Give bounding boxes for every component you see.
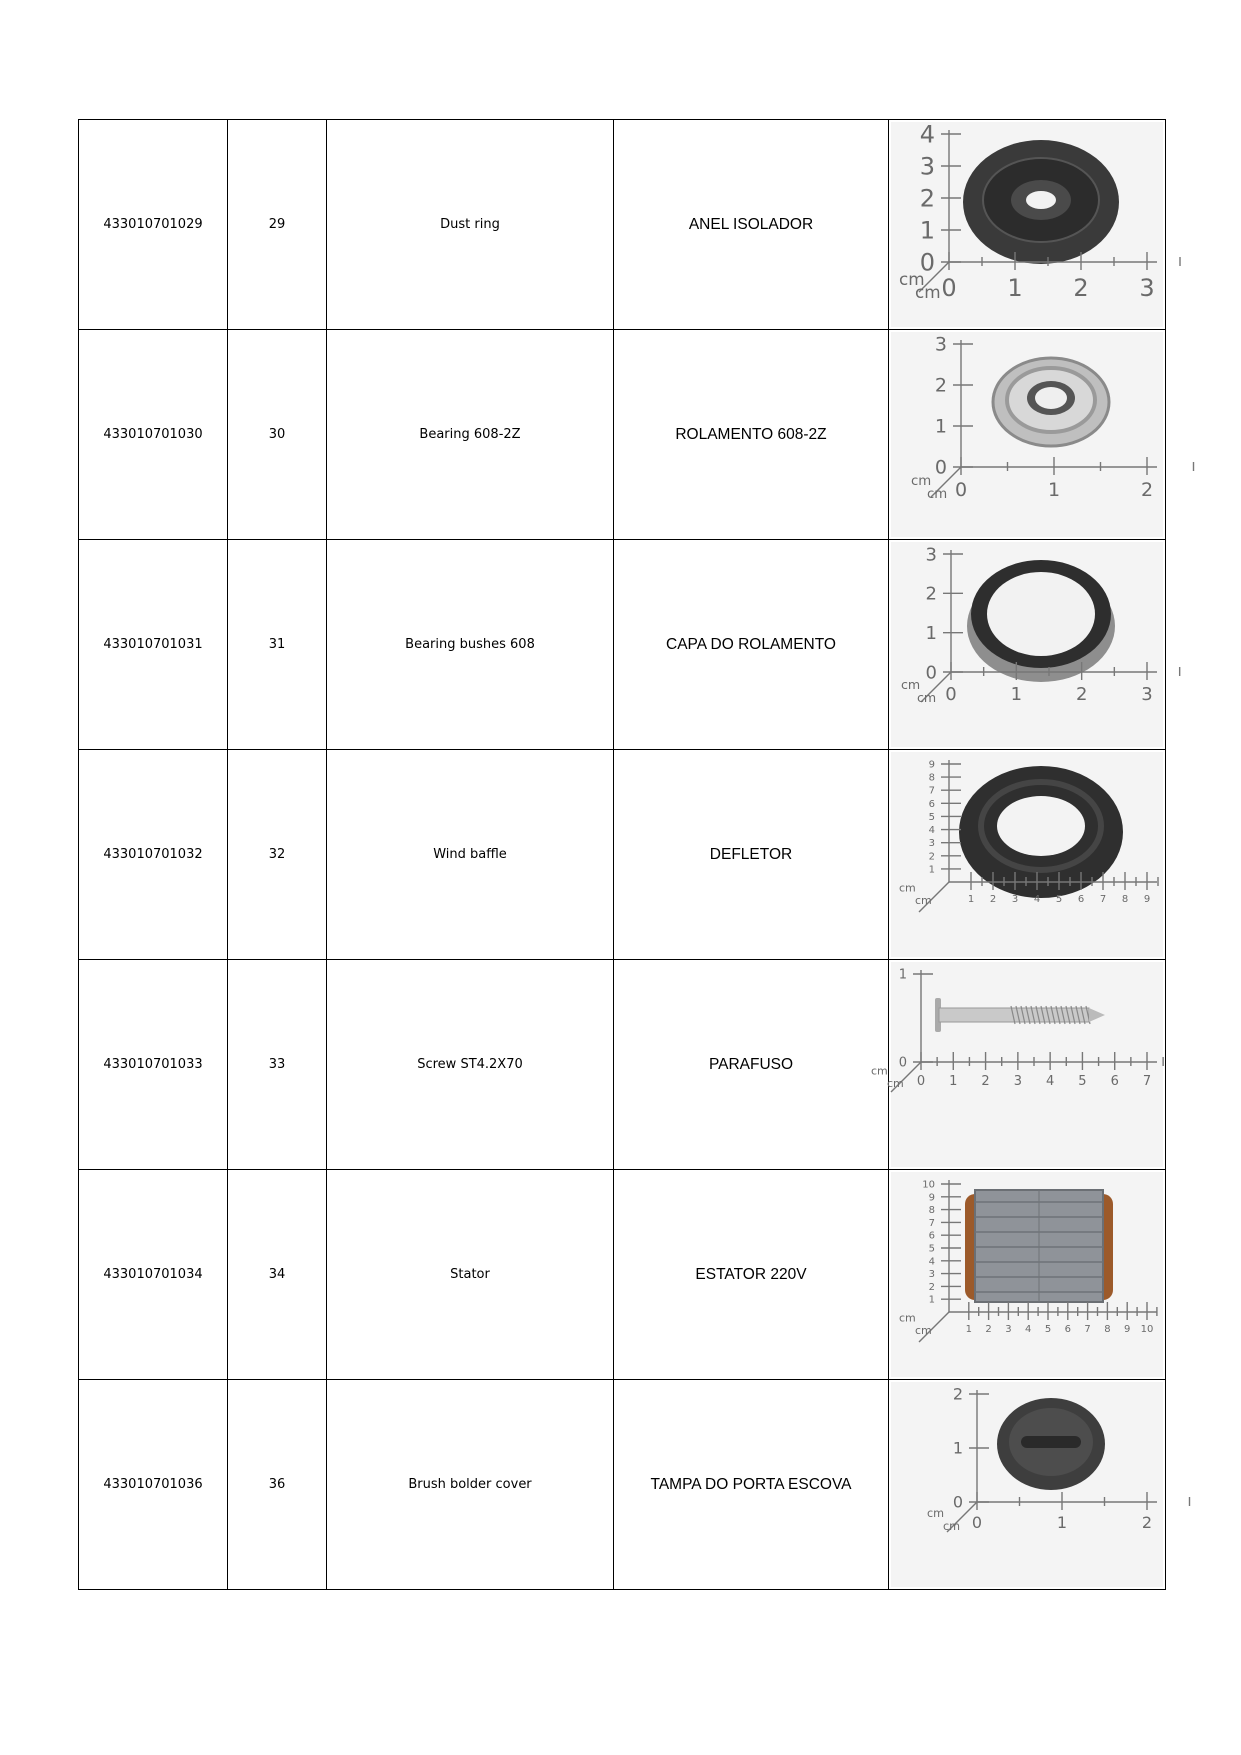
- ruler-tick-label: 2: [1141, 1513, 1153, 1532]
- ruler-tick-label: 1: [965, 1324, 972, 1335]
- stator-icon: [965, 1190, 1113, 1302]
- part-name-pt: ANEL ISOLADOR: [614, 120, 889, 330]
- ruler-tick-label: 1: [1007, 274, 1023, 302]
- ruler-tick-label: 0: [898, 1055, 907, 1071]
- ruler-tick-label: 2: [928, 851, 935, 863]
- ruler-tick-label: 2: [919, 184, 935, 213]
- ruler-tick-label: 1: [1056, 1513, 1068, 1532]
- ruler-tick-label: 3: [934, 333, 947, 356]
- part-position: 32: [228, 750, 327, 960]
- ruler-tick-label: 7: [1084, 1324, 1091, 1335]
- part-name-pt: TAMPA DO PORTA ESCOVA: [614, 1380, 889, 1590]
- ruler-tick-label: 3: [1013, 1074, 1022, 1089]
- ruler-tick-label: 0: [919, 248, 935, 277]
- part-code: 433010701034: [79, 1170, 228, 1380]
- ruler-tick-label: 4: [919, 120, 935, 149]
- ruler-tick-label: 8: [1104, 1324, 1111, 1335]
- part-name-pt: CAPA DO ROLAMENTO: [614, 540, 889, 750]
- ruler-tick-label: 6: [1077, 894, 1085, 905]
- part-position: 33: [228, 960, 327, 1170]
- part-name-en: Bearing bushes 608: [327, 540, 614, 750]
- ruler-unit-label: cm: [899, 268, 925, 289]
- part-name-en: Dust ring: [327, 120, 614, 330]
- ruler-tick-label: 0: [925, 662, 937, 684]
- ruler-tick-label: 7: [928, 785, 935, 797]
- ruler-tick-label: 2: [1073, 274, 1089, 302]
- bearing-bush-icon: [891, 542, 1163, 747]
- ruler-tick-label: 4: [1033, 894, 1041, 905]
- part-name-en: Wind baffle: [327, 750, 614, 960]
- ruler-tick-label: 5: [1078, 1074, 1087, 1089]
- bearing-bush-icon: [967, 560, 1115, 682]
- ruler-tick-label: 6: [1110, 1074, 1119, 1089]
- part-photo-cell: [889, 1380, 1166, 1590]
- bearing-icon: [993, 358, 1109, 446]
- ruler-tick-label: 2: [1075, 684, 1088, 705]
- part-name-en: Brush bolder cover: [327, 1380, 614, 1590]
- ruler-tick-label: 9: [1124, 1324, 1131, 1335]
- dust-ring-icon: [891, 122, 1163, 327]
- part-name-pt: PARAFUSO: [614, 960, 889, 1170]
- part-name-en: Bearing 608-2Z: [327, 330, 614, 540]
- ruler-unit-label: cm: [871, 1064, 888, 1078]
- ruler-tick-label: 3: [928, 838, 935, 850]
- part-name-en: Stator: [327, 1170, 614, 1380]
- screw-icon: [871, 962, 1163, 1167]
- ruler-unit-label: cm: [915, 1324, 932, 1337]
- ruler-tick-label: 1: [1047, 479, 1061, 501]
- ruler-tick-label: 1: [1010, 684, 1023, 705]
- part-code: 433010701033: [79, 960, 228, 1170]
- table-row: [79, 750, 1166, 960]
- part-position: 29: [228, 120, 327, 330]
- ruler-tick-label: 1: [949, 1074, 958, 1089]
- part-photo-cell: [889, 1170, 1166, 1380]
- ruler-tick-label: 2: [985, 1324, 992, 1335]
- brush-holder-cover-icon: [891, 1382, 1163, 1587]
- ruler-tick-label: 7: [1099, 894, 1107, 905]
- part-name-pt: ROLAMENTO 608-2Z: [614, 330, 889, 540]
- ruler-tick-label: 8: [928, 772, 935, 784]
- part-photo-cell: [889, 540, 1166, 750]
- parts-table-body: [79, 120, 1166, 1590]
- ruler-tick-label: 1: [925, 622, 937, 644]
- ruler-tick-label: 2: [1140, 479, 1154, 501]
- ruler-unit-label: cm: [899, 1311, 916, 1325]
- ruler-tick-label: 6: [928, 1230, 935, 1242]
- ruler-tick-label: 8: [928, 1205, 935, 1217]
- ruler-unit-label: cm: [927, 1507, 945, 1521]
- part-name-pt: DEFLETOR: [614, 750, 889, 960]
- ruler-tick-label: 0: [916, 1074, 926, 1089]
- table-row: [79, 540, 1166, 750]
- part-position: 31: [228, 540, 327, 750]
- part-photo-cell: [889, 750, 1166, 960]
- ruler-tick-label: 1: [928, 1294, 935, 1306]
- ruler-tick-label: 3: [919, 152, 935, 181]
- ruler-tick-label: 3: [1005, 1324, 1012, 1335]
- ruler-unit-label: cm: [901, 677, 921, 693]
- part-photo-cell: [871, 960, 1166, 1170]
- wind-baffle-icon: [959, 766, 1123, 898]
- part-photo-cell: [889, 120, 1166, 330]
- ruler-tick-label: 0: [945, 684, 957, 705]
- ruler-unit-label: cm: [911, 474, 932, 490]
- ruler-tick-label: 4: [1046, 1074, 1055, 1089]
- ruler-tick-label: 5: [1055, 894, 1063, 905]
- ruler-tick-label: 9: [1143, 894, 1151, 905]
- parts-table: [78, 119, 1166, 1590]
- ruler-tick-label: 1: [952, 1438, 963, 1458]
- part-code: 433010701032: [79, 750, 228, 960]
- ruler-tick-label: 1: [919, 216, 935, 245]
- ruler-tick-label: 1: [934, 415, 947, 438]
- ruler-tick-label: 10: [1140, 1324, 1154, 1335]
- part-code: 433010701036: [79, 1380, 228, 1590]
- part-position: 34: [228, 1170, 327, 1380]
- ruler-tick-label: 3: [928, 1269, 935, 1281]
- ruler-tick-label: 5: [1044, 1324, 1052, 1335]
- brush-holder-cover-icon: [997, 1398, 1105, 1490]
- ruler-tick-label: 3: [1139, 274, 1155, 302]
- ruler-tick-label: 2: [952, 1384, 963, 1404]
- ruler-tick-label: 0: [971, 1513, 983, 1532]
- ruler-tick-label: 1: [898, 967, 907, 983]
- ruler-tick-label: 2: [928, 1281, 935, 1293]
- ruler-unit-label: cm: [917, 690, 937, 705]
- ruler-tick-label: 0: [941, 274, 957, 302]
- part-code: 433010701029: [79, 120, 228, 330]
- ruler-tick-label: 6: [928, 798, 935, 810]
- part-photo-cell: [889, 330, 1166, 540]
- ruler-tick-label: 5: [928, 1243, 935, 1255]
- ruler-tick-label: 6: [1064, 1324, 1071, 1335]
- ruler-tick-label: 4: [1025, 1324, 1032, 1335]
- ruler-tick-label: 2: [925, 583, 937, 605]
- ruler-tick-label: 0: [952, 1492, 963, 1512]
- dust-ring-icon: [963, 140, 1119, 264]
- table-row: [79, 330, 1166, 540]
- ruler-tick-label: 2: [981, 1074, 990, 1089]
- ruler-unit-label: cm: [943, 1520, 961, 1533]
- part-position: 30: [228, 330, 327, 540]
- bearing-icon: [891, 332, 1163, 537]
- table-row: [79, 120, 1166, 330]
- ruler-unit-label: cm: [915, 282, 941, 302]
- ruler-tick-label: 9: [928, 1192, 935, 1204]
- ruler-tick-label: 10: [922, 1179, 935, 1191]
- ruler-tick-label: 9: [928, 759, 935, 771]
- ruler-tick-label: 4: [928, 1256, 935, 1268]
- stator-icon: [891, 1172, 1163, 1377]
- ruler-unit-label: cm: [887, 1077, 904, 1090]
- ruler-tick-label: 4: [928, 825, 935, 837]
- part-position: 36: [228, 1380, 327, 1590]
- ruler-tick-label: 1: [928, 864, 935, 876]
- part-code: 433010701031: [79, 540, 228, 750]
- part-name-en: Screw ST4.2X70: [327, 960, 614, 1170]
- ruler-tick-label: 1: [967, 894, 975, 905]
- ruler-unit-label: cm: [899, 881, 916, 895]
- ruler-tick-label: 0: [954, 479, 968, 501]
- ruler-unit-label: cm: [927, 487, 948, 502]
- table-row: [79, 960, 1166, 1170]
- ruler-tick-label: 8: [1121, 894, 1129, 905]
- ruler-tick-label: 7: [1142, 1074, 1152, 1089]
- ruler-tick-label: 3: [1141, 684, 1153, 705]
- table-row: [79, 1380, 1166, 1590]
- part-name-pt: ESTATOR 220V: [614, 1170, 889, 1380]
- ruler-tick-label: 2: [934, 374, 947, 397]
- ruler-tick-label: 2: [989, 894, 997, 905]
- part-code: 433010701030: [79, 330, 228, 540]
- table-row: [79, 1170, 1166, 1380]
- ruler-tick-label: 0: [934, 456, 947, 479]
- ruler-tick-label: 7: [928, 1217, 935, 1229]
- ruler-unit-label: cm: [915, 894, 932, 907]
- ruler-tick-label: 3: [925, 544, 937, 566]
- ruler-tick-label: 3: [1011, 894, 1019, 905]
- ruler-tick-label: 5: [928, 811, 935, 823]
- wind-baffle-icon: [891, 752, 1163, 957]
